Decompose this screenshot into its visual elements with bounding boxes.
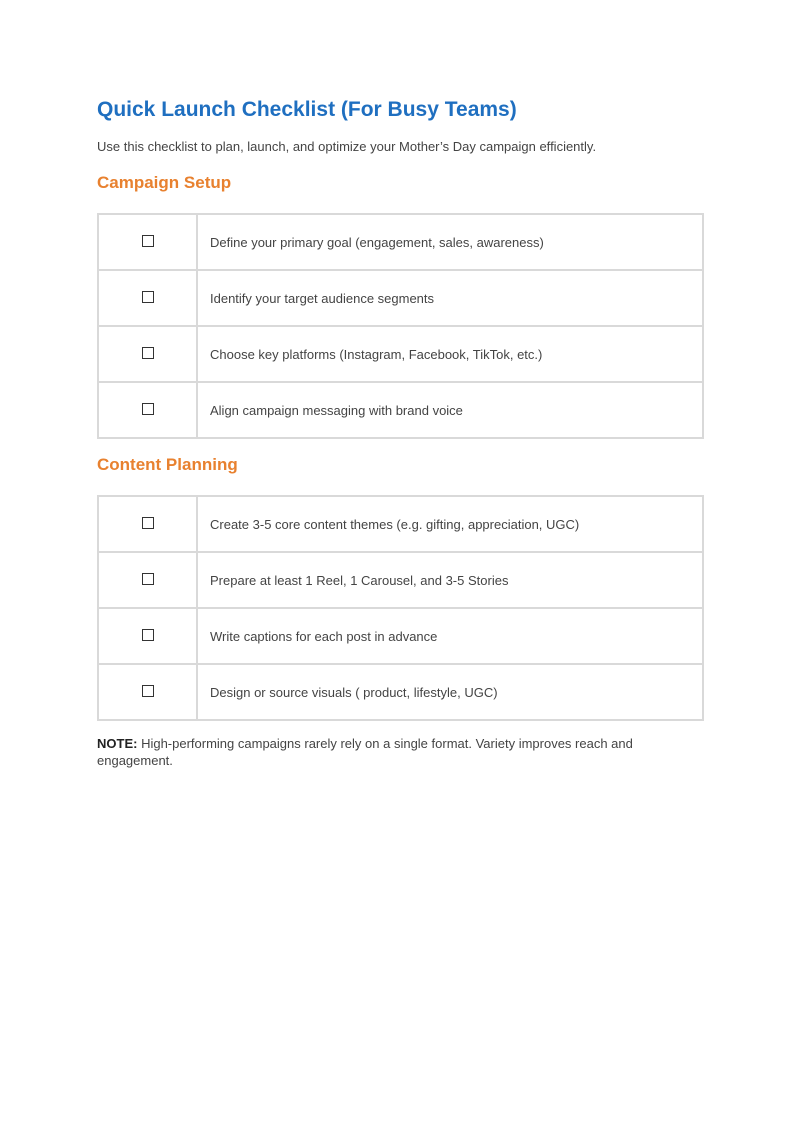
checklist-item-text: Align campaign messaging with brand voice [197,382,703,438]
empty-checkbox-icon[interactable] [142,235,154,247]
empty-checkbox-icon[interactable] [142,347,154,359]
note-paragraph [97,735,697,769]
checklist-item-text: Design or source visuals ( product, lifestyle, UGC) [197,664,703,720]
campaign-setup-checklist [97,213,704,439]
note-label: NOTE: [97,736,138,751]
checklist-item-text: Prepare at least 1 Reel, 1 Carousel, and 3-5 Stories [197,552,703,608]
checklist-item-text: Identify your target audience segments [197,270,703,326]
checklist-row [98,552,703,608]
checklist-page [97,96,704,769]
checklist-row [98,326,703,382]
checkbox-cell [98,552,197,608]
empty-checkbox-icon[interactable] [142,291,154,303]
checklist-row [98,382,703,438]
checklist-item-text: Write captions for each post in advance [197,608,703,664]
checkbox-cell [98,326,197,382]
checkbox-cell [98,270,197,326]
checkbox-cell [98,496,197,552]
checkbox-cell [98,382,197,438]
checklist-row [98,664,703,720]
intro-text: Use this checklist to plan, launch, and optimize your Mother’s Day campaign efficiently. [97,139,597,154]
checkbox-cell [98,214,197,270]
checklist-row [98,270,703,326]
checkbox-cell [98,608,197,664]
checklist-item-text: Define your primary goal (engagement, sales, awareness) [197,214,703,270]
checklist-row [98,608,703,664]
content-planning-checklist [97,495,704,721]
empty-checkbox-icon[interactable] [142,517,154,529]
checklist-item-text: Create 3-5 core content themes (e.g. gifting, appreciation, UGC) [197,496,703,552]
section-heading-content-planning: Content Planning [97,455,238,474]
page-title: Quick Launch Checklist (For Busy Teams) [97,98,517,121]
empty-checkbox-icon[interactable] [142,403,154,415]
empty-checkbox-icon[interactable] [142,573,154,585]
empty-checkbox-icon[interactable] [142,629,154,641]
checklist-row [98,214,703,270]
section-heading-campaign-setup: Campaign Setup [97,173,232,192]
checklist-item-text: Choose key platforms (Instagram, Facebook, TikTok, etc.) [197,326,703,382]
note-text: High-performing campaigns rarely rely on a single format. Variety improves reach and engagement. [97,736,633,768]
empty-checkbox-icon[interactable] [142,685,154,697]
checklist-row [98,496,703,552]
checkbox-cell [98,664,197,720]
